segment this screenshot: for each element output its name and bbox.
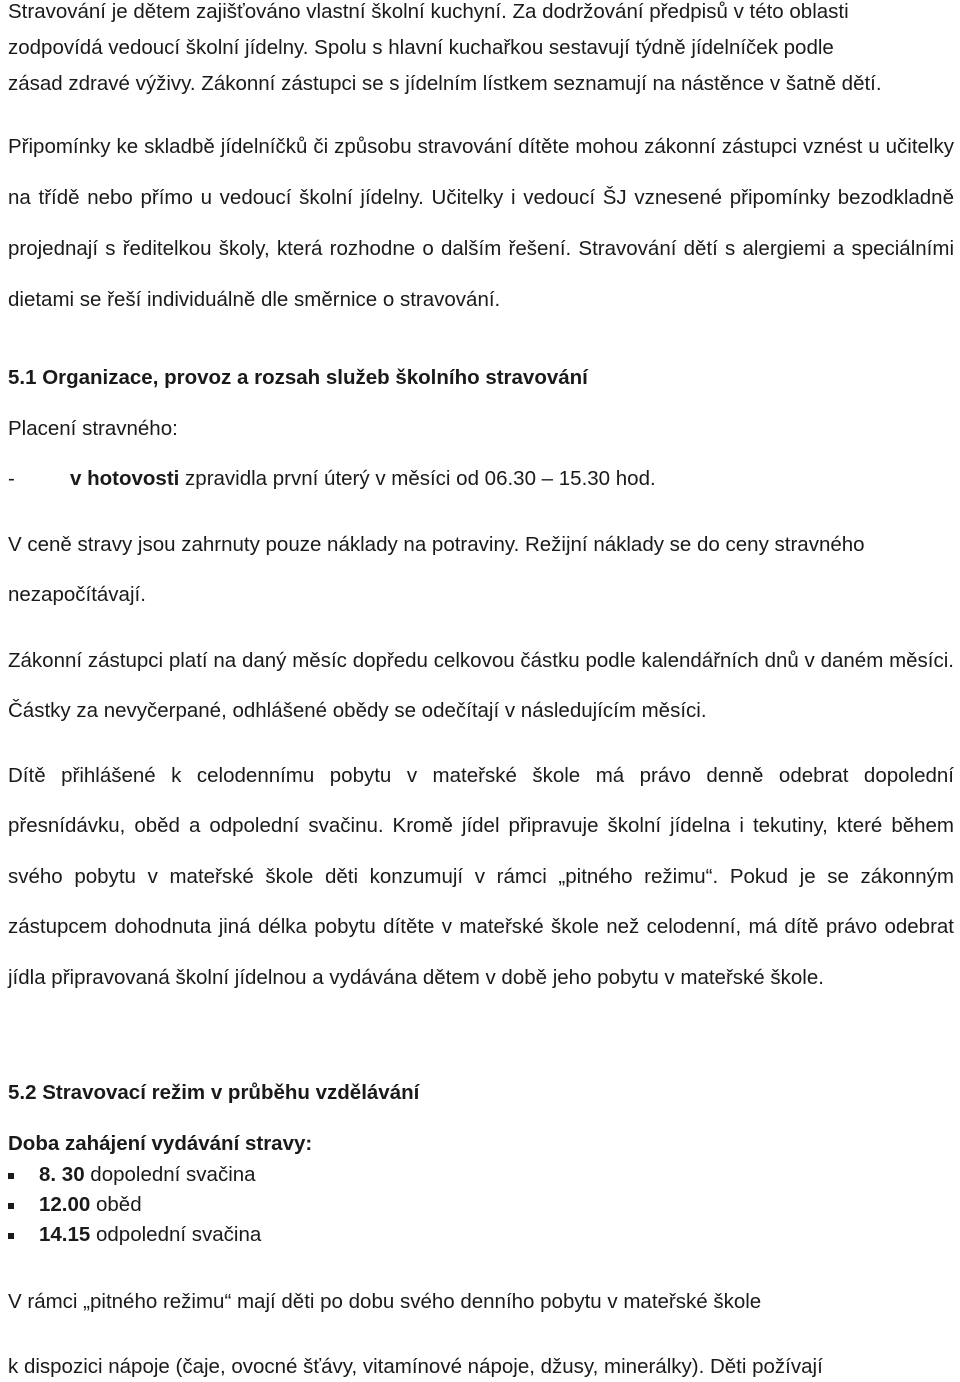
- section-5-1-heading-block: [8, 364, 954, 392]
- serving-subtitle-block: [8, 1130, 954, 1158]
- pay-paragraph-block: [8, 636, 954, 736]
- serving-label: oběd: [90, 1193, 142, 1216]
- section-5-2-title: 5.2 Stravovací režim v průběhu vzdělávání: [8, 1081, 420, 1104]
- serving-time: 12.00: [39, 1193, 91, 1216]
- serving-times-list: [8, 1160, 954, 1250]
- payment-subtitle-block: [8, 415, 954, 443]
- serving-label: odpolední svačina: [90, 1223, 262, 1246]
- drinking-line-a: V rámci „pitného režimu“ mají děti po dobu svého denního pobytu v mateřské škole: [8, 1290, 762, 1313]
- intro-line-1: Stravování je dětem zajišťováno vlastní školní kuchyní. Za dodržování předpisů v této oblasti: [8, 0, 849, 23]
- bullet-square-icon: [8, 1203, 14, 1209]
- bullet-square-icon: [8, 1233, 14, 1239]
- child-paragraph-block: [8, 751, 954, 1003]
- drinking-line-b-block: [8, 1353, 954, 1381]
- serving-time: 14.15: [39, 1223, 91, 1246]
- child-paragraph: Dítě přihlášené k celodennímu pobytu v mateřské škole má právo denně odebrat dopolední přesnídávku, oběd a odpolední svačinu. Kromě jídel připravuje školní jídelna i tekutiny, které během svého pobytu v mateřské škole děti konzumují v rámci „pitného režimu“. Pokud je se zákonným zástupcem dohodnuta jiná délka pobytu dítěte v mateřské škole než celodenní, má dítě právo odebrat jídla připravovaná školní jídelnou a vydávána dětem v době jeho pobytu v mateřské škole.: [8, 764, 954, 989]
- section-5-1-title: 5.1 Organizace, provoz a rozsah služeb školního stravování: [8, 366, 588, 389]
- serving-subtitle: Doba zahájení vydávání stravy:: [8, 1132, 313, 1155]
- payment-schedule: zpravidla první úterý v měsíci od 06.30 – 15.30 hod.: [179, 467, 656, 490]
- payment-line: [8, 465, 954, 493]
- payment-subtitle: Placení stravného:: [8, 417, 178, 440]
- pay-paragraph: Zákonní zástupci platí na daný měsíc dopředu celkovou částku podle kalendářních dnů v daném měsíci. Částky za nevyčerpané, odhlášené obědy se odečítají v následujícím měsíci.: [8, 649, 954, 722]
- payment-line-block: [8, 465, 954, 493]
- price-paragraph-block: [8, 520, 954, 620]
- intro-block: [8, 0, 954, 102]
- payment-dash: -: [8, 467, 15, 490]
- payment-method: v hotovosti: [70, 467, 180, 490]
- feedback-paragraph-block: [8, 121, 954, 325]
- serving-label: dopolední svačina: [84, 1163, 256, 1186]
- serving-time: 8. 30: [39, 1163, 85, 1186]
- price-paragraph: V ceně stravy jsou zahrnuty pouze náklady na potraviny. Režijní náklady se do ceny stravného nezapočítávají.: [8, 533, 865, 606]
- feedback-paragraph: Připomínky ke skladbě jídelníčků či způsobu stravování dítěte mohou zákonní zástupci vznést u učitelky na třídě nebo přímo u vedoucí školní jídelny. Učitelky i vedoucí ŠJ vznesené připomínky bezodkladně projednají s ředitelkou školy, která rozhodne o dalším řešení. Stravování dětí s alergiemi a speciálními dietami se řeší individuálně dle směrnice o stravování.: [8, 135, 954, 311]
- drinking-line-a-block: [8, 1288, 954, 1316]
- serving-time-item: [8, 1190, 954, 1220]
- serving-time-item: [8, 1160, 954, 1190]
- intro-line-2: zodpovídá vedoucí školní jídelny. Spolu s hlavní kuchařkou sestavují týdně jídelníček podle: [8, 36, 834, 59]
- bullet-square-icon: [8, 1173, 14, 1179]
- drinking-line-b: k dispozici nápoje (čaje, ovocné šťávy, vitamínové nápoje, džusy, minerálky). Děti požívají: [8, 1355, 823, 1378]
- section-5-2-heading-block: [8, 1079, 954, 1107]
- serving-time-item: [8, 1220, 954, 1250]
- intro-line-3: zásad zdravé výživy. Zákonní zástupci se s jídelním lístkem seznamují na nástěnce v šatně dětí.: [8, 72, 882, 95]
- serving-times-block: [8, 1160, 954, 1250]
